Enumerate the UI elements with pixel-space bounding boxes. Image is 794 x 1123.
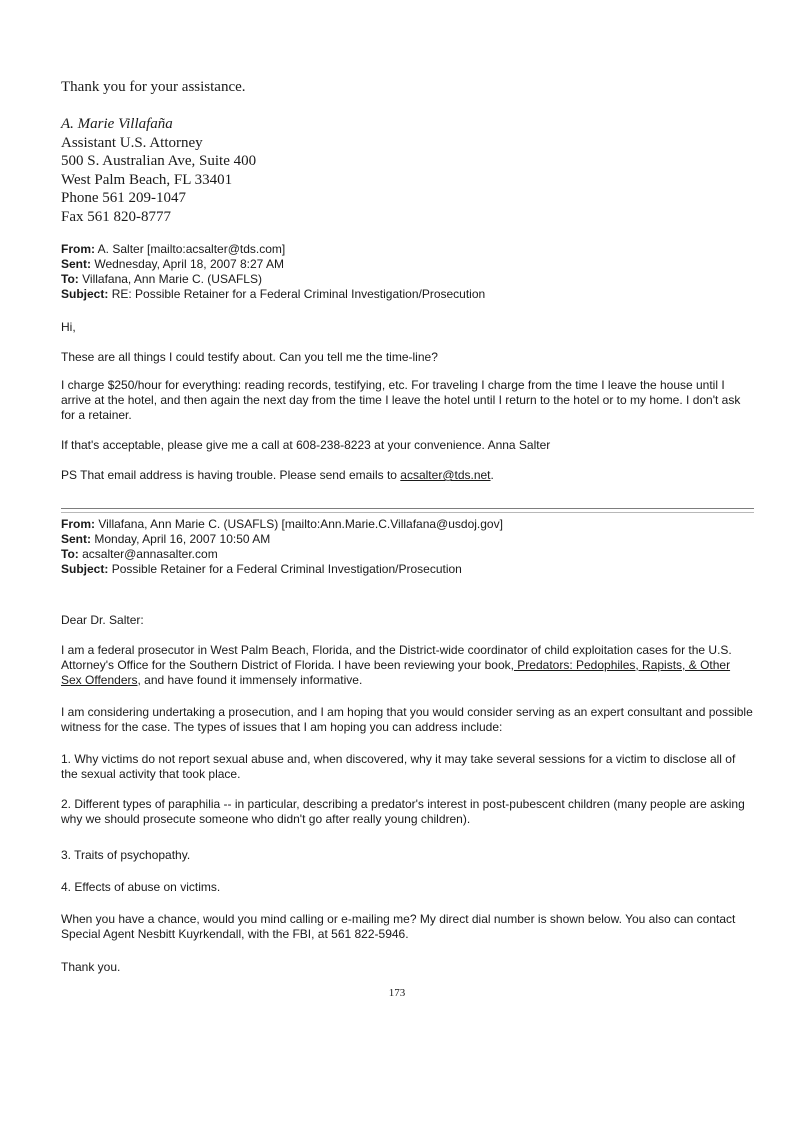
email2-sent: Monday, April 16, 2007 10:50 AM (94, 532, 271, 546)
signature-fax: Fax 561 820-8777 (61, 208, 171, 225)
email2-p1-prefix: I am a federal prosecutor in West Palm Beach, Florida, and the District-wide coordinator of child exploitation cases for the U.S. Attorney's Office for the Southern District of Florida. I have been reviewing your book, (61, 643, 732, 672)
email1-from-label: From: (61, 242, 95, 256)
email1-p4-prefix: PS That email address is having trouble. Please send emails to (61, 468, 401, 482)
email2-subject-label: Subject: (61, 562, 109, 576)
signature-phone: Phone 561 209-1047 (61, 190, 186, 206)
email1-to-label: To: (61, 272, 79, 286)
email2-from-row (61, 517, 754, 532)
email1-email-link[interactable]: acsalter@tds.net (400, 468, 491, 482)
email1-paragraph-4 (61, 468, 754, 483)
email2-paragraph-2: I am considering undertaking a prosecution, and I am hoping that you would consider serving as an expert consultant and possible witness for the case. The types of issues that I am hoping you can address include: (61, 705, 753, 734)
email1-paragraph-2: I charge $250/hour for everything: reading records, testifying, etc. For traveling I charge from the time I leave the house until I arrive at the hotel, and then again the next day from the time I leave the hotel until I return to the hotel or to my home. I don't ask for a retainer. (61, 378, 741, 422)
signature-name: A. Marie Villafaña (61, 116, 173, 132)
email1-from: A. Salter [mailto:acsalter@tds.com] (97, 242, 286, 256)
email1-subject-label: Subject: (61, 287, 109, 301)
email1-from-row (61, 242, 754, 257)
email1-subject: RE: Possible Retainer for a Federal Criminal Investigation/Prosecution (111, 287, 486, 301)
email2-to-row (61, 547, 754, 562)
email2-book-title: Predators: Pedophiles, Rapists, & Other Sex Offenders (61, 658, 731, 687)
email2-to-label: To: (61, 547, 79, 561)
email2-closing: Thank you. (61, 960, 121, 974)
email2-paragraph-1 (61, 643, 754, 688)
signature-block (61, 115, 754, 226)
email-separator (61, 508, 754, 513)
closing-thanks: Thank you for your assistance. (61, 79, 246, 95)
email1-sent-row (61, 257, 754, 272)
email2-list-item-2: 2. Different types of paraphilia -- in particular, describing a predator's interest in post-pubescent children (many people are asking why we should prosecute someone who didn't go after really young children). (61, 797, 745, 826)
page-number: 173 (388, 987, 406, 999)
email2-to: acsalter@annasalter.com (82, 547, 218, 561)
email1-sent-label: Sent: (61, 257, 91, 271)
email1-greeting: Hi, (61, 320, 76, 334)
email2-subject: Possible Retainer for a Federal Criminal Investigation/Prosecution (111, 562, 462, 576)
email1-sent: Wednesday, April 18, 2007 8:27 AM (94, 257, 285, 271)
email2-list-item-1: 1. Why victims do not report sexual abuse and, when discovered, why it may take several sessions for a victim to disclose all of the sexual activity that took place. (61, 752, 736, 781)
email2-greeting: Dear Dr. Salter: (61, 613, 144, 627)
email1-subject-row (61, 287, 754, 302)
email1-header (61, 242, 754, 302)
email1-paragraph-1: These are all things I could testify about. Can you tell me the time-line? (61, 350, 438, 364)
email2-header (61, 517, 754, 577)
email2-sent-label: Sent: (61, 532, 91, 546)
signature-title: Assistant U.S. Attorney (61, 134, 203, 151)
signature-address-line2: West Palm Beach, FL 33401 (61, 171, 233, 188)
email2-subject-row (61, 562, 754, 577)
email2-list-item-3: 3. Traits of psychopathy. (61, 848, 191, 862)
email2-sent-row (61, 532, 754, 547)
email1-to-row (61, 272, 754, 287)
signature-address-line1: 500 S. Australian Ave, Suite 400 (61, 153, 257, 169)
email1-paragraph-3: If that's acceptable, please give me a call at 608-238-8223 at your convenience. Anna Salter (61, 438, 551, 452)
email2-from: Villafana, Ann Marie C. (USAFLS) [mailto:Ann.Marie.C.Villafana@usdoj.gov] (98, 517, 503, 531)
email1-p4-suffix: . (490, 468, 494, 482)
email2-paragraph-3: When you have a chance, would you mind calling or e-mailing me? My direct dial number is shown below. You also can contact Special Agent Nesbitt Kuyrkendall, with the FBI, at 561 822-5946. (61, 912, 736, 941)
email2-list-item-4: 4. Effects of abuse on victims. (61, 880, 221, 894)
email2-p1-suffix: , and have found it immensely informative. (137, 673, 363, 687)
email2-from-label: From: (61, 517, 95, 531)
email1-to: Villafana, Ann Marie C. (USAFLS) (82, 272, 262, 286)
